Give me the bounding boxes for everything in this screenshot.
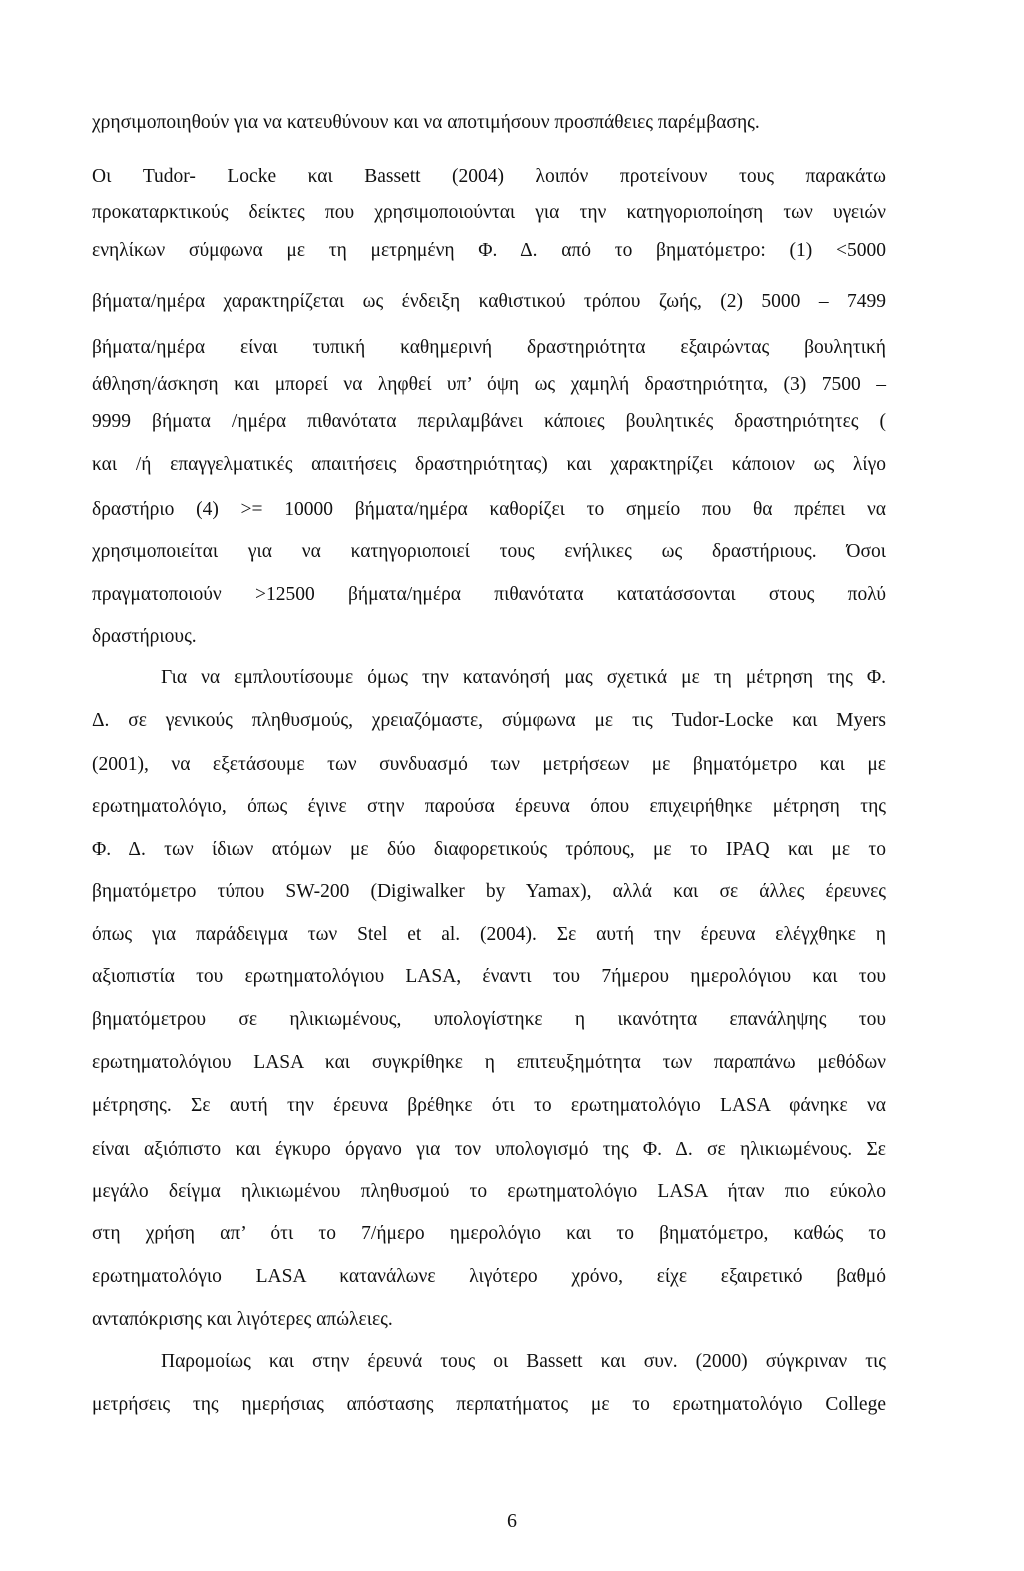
text-line: 9999 βήματα /ημέρα πιθανότατα περιλαμβάνει κάποιες βουλητικές δραστηριότητες ( xyxy=(92,411,886,432)
text-line: στη χρήση απ’ ότι το 7/ήμερο ημερολόγιο και το βηματόμετρο, καθώς το xyxy=(92,1223,886,1244)
text-line: βηματόμετρο τύπου SW-200 (Digiwalker by Yamax), αλλά και σε άλλες έρευνες xyxy=(92,881,886,902)
text-line: δραστήριους. xyxy=(92,626,197,647)
text-line: βηματόμετρου σε ηλικιωμένους, υπολογίστηκε η ικανότητα επανάληψης του xyxy=(92,1009,886,1030)
text-line: Για να εμπλουτίσουμε όμως την κατανόησή μας σχετικά με τη μέτρηση της Φ. xyxy=(161,667,886,688)
text-line: Παρομοίως και στην έρευνά τους οι Bassett και συν. (2000) σύγκριναν τις xyxy=(161,1351,886,1372)
text-line: ερωτηματολόγιου LASA και συγκρίθηκε η επιτευξημότητα των παραπάνω μεθόδων xyxy=(92,1052,886,1073)
text-line: μετρήσεις της ημερήσιας απόστασης περπατήματος με το ερωτηματολόγιο College xyxy=(92,1394,886,1415)
text-line: μέτρησης. Σε αυτή την έρευνα βρέθηκε ότι το ερωτηματολόγιο LASA φάνηκε να xyxy=(92,1095,886,1116)
text-line: Φ. Δ. των ίδιων ατόμων με δύο διαφορετικούς τρόπους, με το IPAQ και με το xyxy=(92,839,886,860)
text-line: ερωτηματολόγιο, όπως έγινε στην παρούσα έρευνα όπου επιχειρήθηκε μέτρηση της xyxy=(92,796,886,817)
page-number: 6 xyxy=(507,1510,517,1532)
text-line: Οι Tudor- Locke και Bassett (2004) λοιπόν προτείνουν τους παρακάτω xyxy=(92,166,886,187)
text-line: μεγάλο δείγμα ηλικιωμένου πληθυσμού το ερωτηματολόγιο LASA ήταν πιο εύκολο xyxy=(92,1181,886,1202)
text-line: χρησιμοποιείται για να κατηγοριοποιεί τους ενήλικες ως δραστήριους. Όσοι xyxy=(92,541,886,562)
text-line: όπως για παράδειγμα των Stel et al. (2004). Σε αυτή την έρευνα ελέγχθηκε η xyxy=(92,924,886,945)
text-line: Δ. σε γενικούς πληθυσμούς, χρειαζόμαστε, σύμφωνα με τις Tudor-Locke και Myers xyxy=(92,710,886,731)
text-line: είναι αξιόπιστο και έγκυρο όργανο για τον υπολογισμό της Φ. Δ. σε ηλικιωμένους. Σε xyxy=(92,1139,886,1160)
text-line: αξιοπιστία του ερωτηματολόγιου LASA, έναντι του 7ήμερου ημερολόγιου και του xyxy=(92,966,886,987)
text-line: προκαταρκτικούς δείκτες που χρησιμοποιούνται για την κατηγοριοποίηση των υγειών xyxy=(92,202,886,223)
text-line: χρησιμοποιηθούν για να κατευθύνουν και να αποτιμήσουν προσπάθειες παρέμβασης. xyxy=(92,112,760,133)
text-line: και /ή επαγγελματικές απαιτήσεις δραστηριότητας) και χαρακτηρίζει κάποιον ως λίγο xyxy=(92,454,886,475)
text-line: (2001), να εξετάσουμε των συνδυασμό των μετρήσεων με βηματόμετρο και με xyxy=(92,754,886,775)
text-line: πραγματοποιούν >12500 βήματα/ημέρα πιθανότατα κατατάσσονται στους πολύ xyxy=(92,584,886,605)
text-line: ενηλίκων σύμφωνα με τη μετρημένη Φ. Δ. από το βηματόμετρο: (1) <5000 xyxy=(92,240,886,261)
text-line: ερωτηματολόγιο LASA κατανάλωνε λιγότερο χρόνο, είχε εξαιρετικό βαθμό xyxy=(92,1266,886,1287)
text-line: δραστήριο (4) >= 10000 βήματα/ημέρα καθορίζει το σημείο που θα πρέπει να xyxy=(92,499,886,520)
text-line: βήματα/ημέρα χαρακτηρίζεται ως ένδειξη καθιστικού τρόπου ζωής, (2) 5000 – 7499 xyxy=(92,291,886,312)
text-line: άθληση/άσκηση και μπορεί να ληφθεί υπ’ όψη ως χαμηλή δραστηριότητα, (3) 7500 – xyxy=(92,374,886,395)
text-line: ανταπόκρισης και λιγότερες απώλειες. xyxy=(92,1309,393,1330)
text-line: βήματα/ημέρα είναι τυπική καθημερινή δραστηριότητα εξαιρώντας βουλητική xyxy=(92,337,886,358)
